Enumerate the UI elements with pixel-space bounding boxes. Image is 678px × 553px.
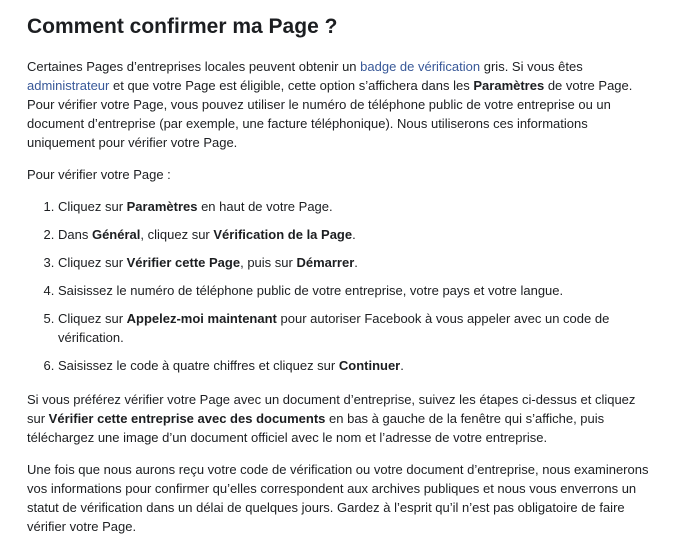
intro-paragraph: Certaines Pages d’entreprises locales peuvent obtenir un badge de vérification gris. Si vous êtes administrateur et que votre Page est éligible, cette option s’affichera dans les Paramètres de votre Page. Pour vérifier votre Page, vous pouvez utiliser le numéro de téléphone public de votre entreprise ou un document d’entreprise (par exemple, une facture téléphonique). Nous utiliserons ces informations uniquement pour vérifier votre Page. bbox=[27, 59, 633, 150]
page-title: Comment confirmer ma Page ? bbox=[27, 15, 338, 38]
steps-list bbox=[27, 197, 653, 375]
step-item: 3. Cliquez sur Vérifier cette Page, puis sur Démarrer. bbox=[58, 253, 653, 272]
step-item: 6. Saisissez le code à quatre chiffres et cliquez sur Continuer. bbox=[58, 356, 653, 375]
step-item: 2. Dans Général, cliquez sur Vérification de la Page. bbox=[58, 225, 653, 244]
review-paragraph: Une fois que nous aurons reçu votre code de vérification ou votre document d’entreprise, nous examinerons vos informations pour confirmer qu’elles correspondent aux archives publiques et nous vous enverrons un statut de vérification dans un délai de quelques jours. Gardez à l’esprit qu’il n’est pas obligatoire de faire vérifier votre Page. bbox=[27, 462, 649, 534]
verification-badge-link[interactable]: badge de vérification bbox=[360, 59, 481, 74]
step-item: 1. Cliquez sur Paramètres en haut de votre Page. bbox=[58, 197, 653, 216]
administrator-link[interactable]: administrateur bbox=[27, 78, 110, 93]
step-item: 4. Saisissez le numéro de téléphone public de votre entreprise, votre pays et votre langue. bbox=[58, 281, 653, 300]
steps-intro: Pour vérifier votre Page : bbox=[27, 167, 171, 182]
step-item: 5. Cliquez sur Appelez-moi maintenant pour autoriser Facebook à vous appeler avec un code de vérification. bbox=[58, 309, 653, 347]
document-paragraph: Si vous préférez vérifier votre Page avec un document d’entreprise, suivez les étapes ci-dessus et cliquez sur Vérifier cette entreprise avec des documents en bas à gauche de la fenêtre qui s’affiche, puis téléchargez une image d’un document officiel avec le nom et l’adresse de votre entreprise. bbox=[27, 392, 636, 445]
